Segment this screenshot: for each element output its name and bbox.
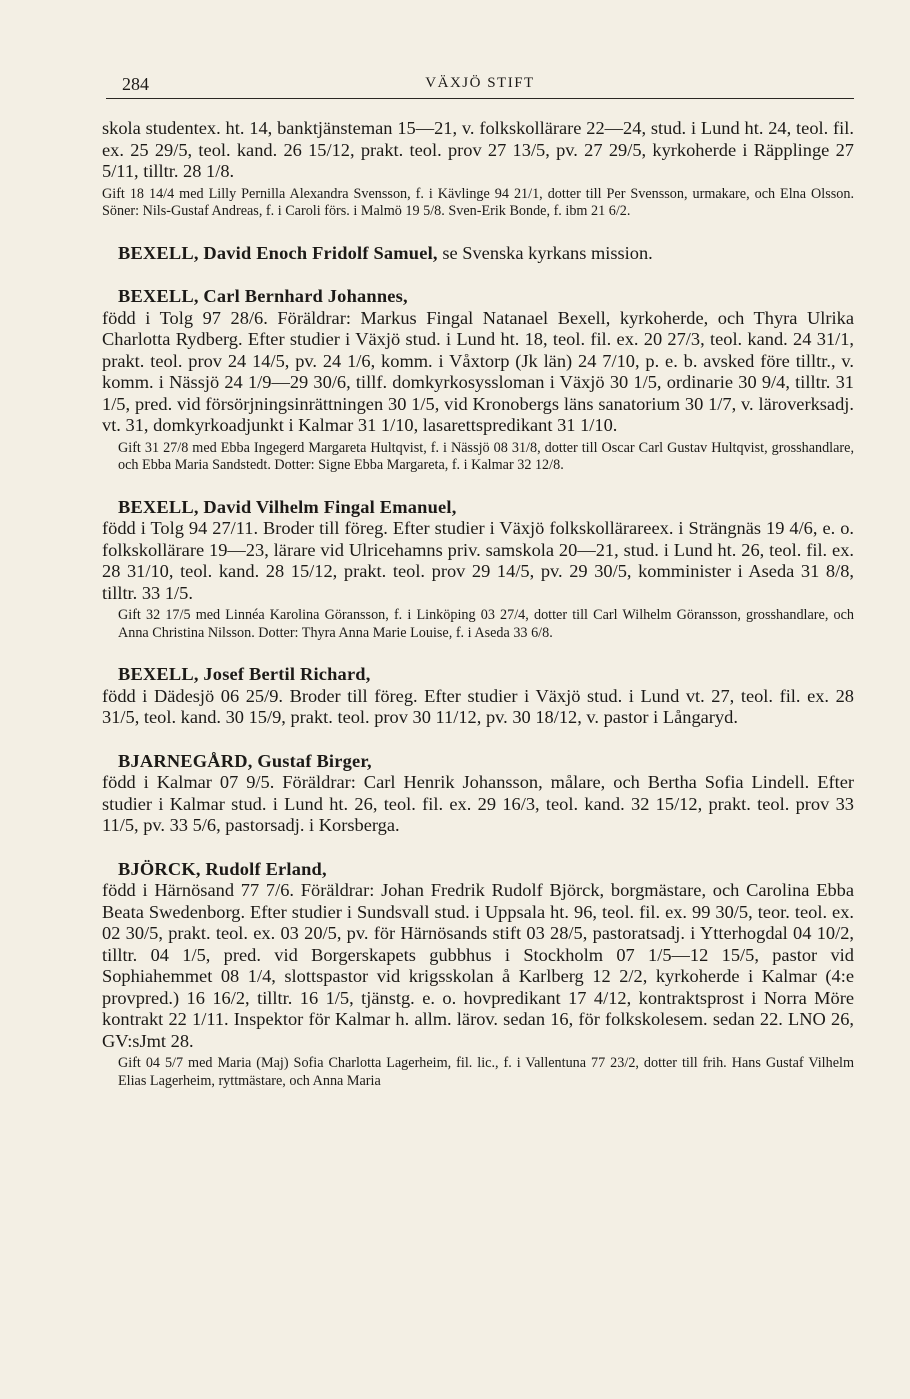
entry-bexell-david-vilhelm [102,497,854,643]
page-header [106,68,854,99]
entry-bexell-josef [102,664,854,729]
entry-family-note: Gift 04 5/7 med Maria (Maj) Sofia Charlotta Lagerheim, fil. lic., f. i Vallentuna 77 23/2, dotter till frih. Hans Gustaf Vilhelm Elias Lagerheim, ryttmästare, och Anna Maria [118,1055,854,1089]
entry-family-note: Gift 31 27/8 med Ebba Ingegerd Margareta Hultqvist, f. i Nässjö 08 31/8, dotter till Oscar Carl Gustav Hultqvist, grosshandlare, och Ebba Maria Sandstedt. Dotter: Signe Ebba Margareta, f. i Kalmar 32 12/8. [118,439,854,473]
entry-bexell-carl [102,286,854,475]
page-number: 284 [122,74,149,94]
entry-text: se Svenska kyrkans mission. [442,242,653,263]
page-body [102,118,854,1112]
entry-heading: BJARNEGÅRD, Gustaf Birger, [118,750,372,771]
running-head: VÄXJÖ STIFT [425,75,535,91]
entry-family-note: Gift 18 14/4 med Lilly Pernilla Alexandra Svensson, f. i Kävlinge 94 21/1, dotter till Per Svensson, urmakare, och Elna Olsson. Söner: Nils-Gustaf Andreas, f. i Caroli förs. i Malmö 19 5/8. Sven-Erik Bonde, f. ibm 21 6/2. [102,185,854,219]
entry-continuation [102,118,854,221]
entry-bjorck [102,859,854,1091]
entry-heading: BJÖRCK, Rudolf Erland, [118,858,327,879]
entry-text: född i Tolg 97 28/6. Föräldrar: Markus Fingal Natanael Bexell, kyrkoherde, och Thyra Ulrika Charlotta Rydberg. Efter studier i Växjö stud. i Lund ht. 18, teol. fil. ex. 20 27/3, teol. kand. 24 31/1, prakt. teol. prov 24 14/5, pv. 24 1/6, komm. i Våxtorp (Jk län) 24 7/10, p. e. b. avsked före tilltr., v. komm. i Nässjö 24 1/9—29 30/6, tillf. domkyrkosyssloman i Växjö 30 1/5, ordinarie 30 9/4, tilltr. 31 1/5, pred. vid försörjningsinrättningen 30 1/5, vid Kronobergs läns sanatorium 30 1/7, v. läroverksadj. vt. 31, domkyrkoadjunkt i Kalmar 31 1/10, lasarettspredikant 31 1/10. [102,307,854,435]
entry-bexell-david-enoch [102,243,854,265]
entry-heading: BEXELL, Josef Bertil Richard, [118,664,371,684]
entry-family-note: Gift 32 17/5 med Linnéa Karolina Göransson, f. i Linköping 03 27/4, dotter till Carl Wilhelm Göransson, grosshandlare, och Anna Christina Nilsson. Dotter: Thyra Anna Marie Louise, f. i Aseda 33 6/8. [118,607,854,641]
entry-heading: BEXELL, David Enoch Fridolf Samuel, [118,242,438,263]
entry-text: född i Dädesjö 06 25/9. Broder till föreg. Efter studier i Växjö stud. i Lund vt. 27, teol. fil. ex. 28 31/5, teol. kand. 30 15/9, prakt. teol. prov 30 11/12, pv. 30 18/12, v. pastor i Långaryd. [102,685,854,727]
entry-heading: BEXELL, Carl Bernhard Johannes, [118,286,408,306]
entry-text: född i Kalmar 07 9/5. Föräldrar: Carl Henrik Johansson, målare, och Bertha Sofia Lindell. Efter studier i Kalmar stud. i Lund ht. 26, teol. fil. ex. 29 16/3, teol. kand. 32 15/12, prakt. teol. prov 33 11/5, pv. 33 5/6, pastorsadj. i Korsberga. [102,772,854,835]
entry-text: skola studentex. ht. 14, banktjänsteman 15—21, v. folkskollärare 22—24, stud. i Lund ht. 24, teol. fil. ex. 25 29/5, teol. kand. 26 15/12, prakt. teol. prov 27 13/5, pv. 27 29/5, kyrkoherde i Räpplinge 27 5/11, tilltr. 28 1/8. [102,118,854,181]
entry-text: född i Tolg 94 27/11. Broder till föreg. Efter studier i Växjö folkskollärareex. i Strängnäs 19 4/6, e. o. folkskollärare 19—23, lärare vid Ulricehamns priv. samskola 20—21, stud. i Lund ht. 26, teol. fil. ex. 28 31/10, teol. kand. 28 15/12, prakt. teol. prov 29 14/5, pv. 29 30/5, komminister i Aseda 31 8/8, tilltr. 33 1/5. [102,518,854,603]
entry-bjarnegard [102,751,854,837]
entry-text: född i Härnösand 77 7/6. Föräldrar: Johan Fredrik Rudolf Björck, borgmästare, och Carolina Ebba Beata Swedenborg. Efter studier i Sundsvall stud. i Uppsala ht. 96, teol. fil. ex. 99 30/5, teor. teol. ex. 02 30/5, prakt. teol. ex. 03 20/5, pv. för Härnösands stift 03 28/5, pastoratsadj. i Ytterhogdal 04 10/2, tilltr. 04 1/5, pred. vid Borgerskapets gubbhus i Stockholm 07 1/5—12 15/5, pastor vid Sophiahemmet 08 1/4, slottspastor vid krigsskolan å Karlberg 12 2/2, kyrkoherde i Kalmar (4:e provpred.) 16 16/2, tilltr. 16 1/5, tjänstg. e. o. hovpredikant 17 4/12, kontraktsprost i Norra Möre kontrakt 22 1/11. Inspektor för Kalmar h. allm. lärov. sedan 16, för folkskolesem. sedan 22. LNO 26, GV:sJmt 28. [102,880,854,1051]
entry-heading: BEXELL, David Vilhelm Fingal Emanuel, [118,496,457,517]
